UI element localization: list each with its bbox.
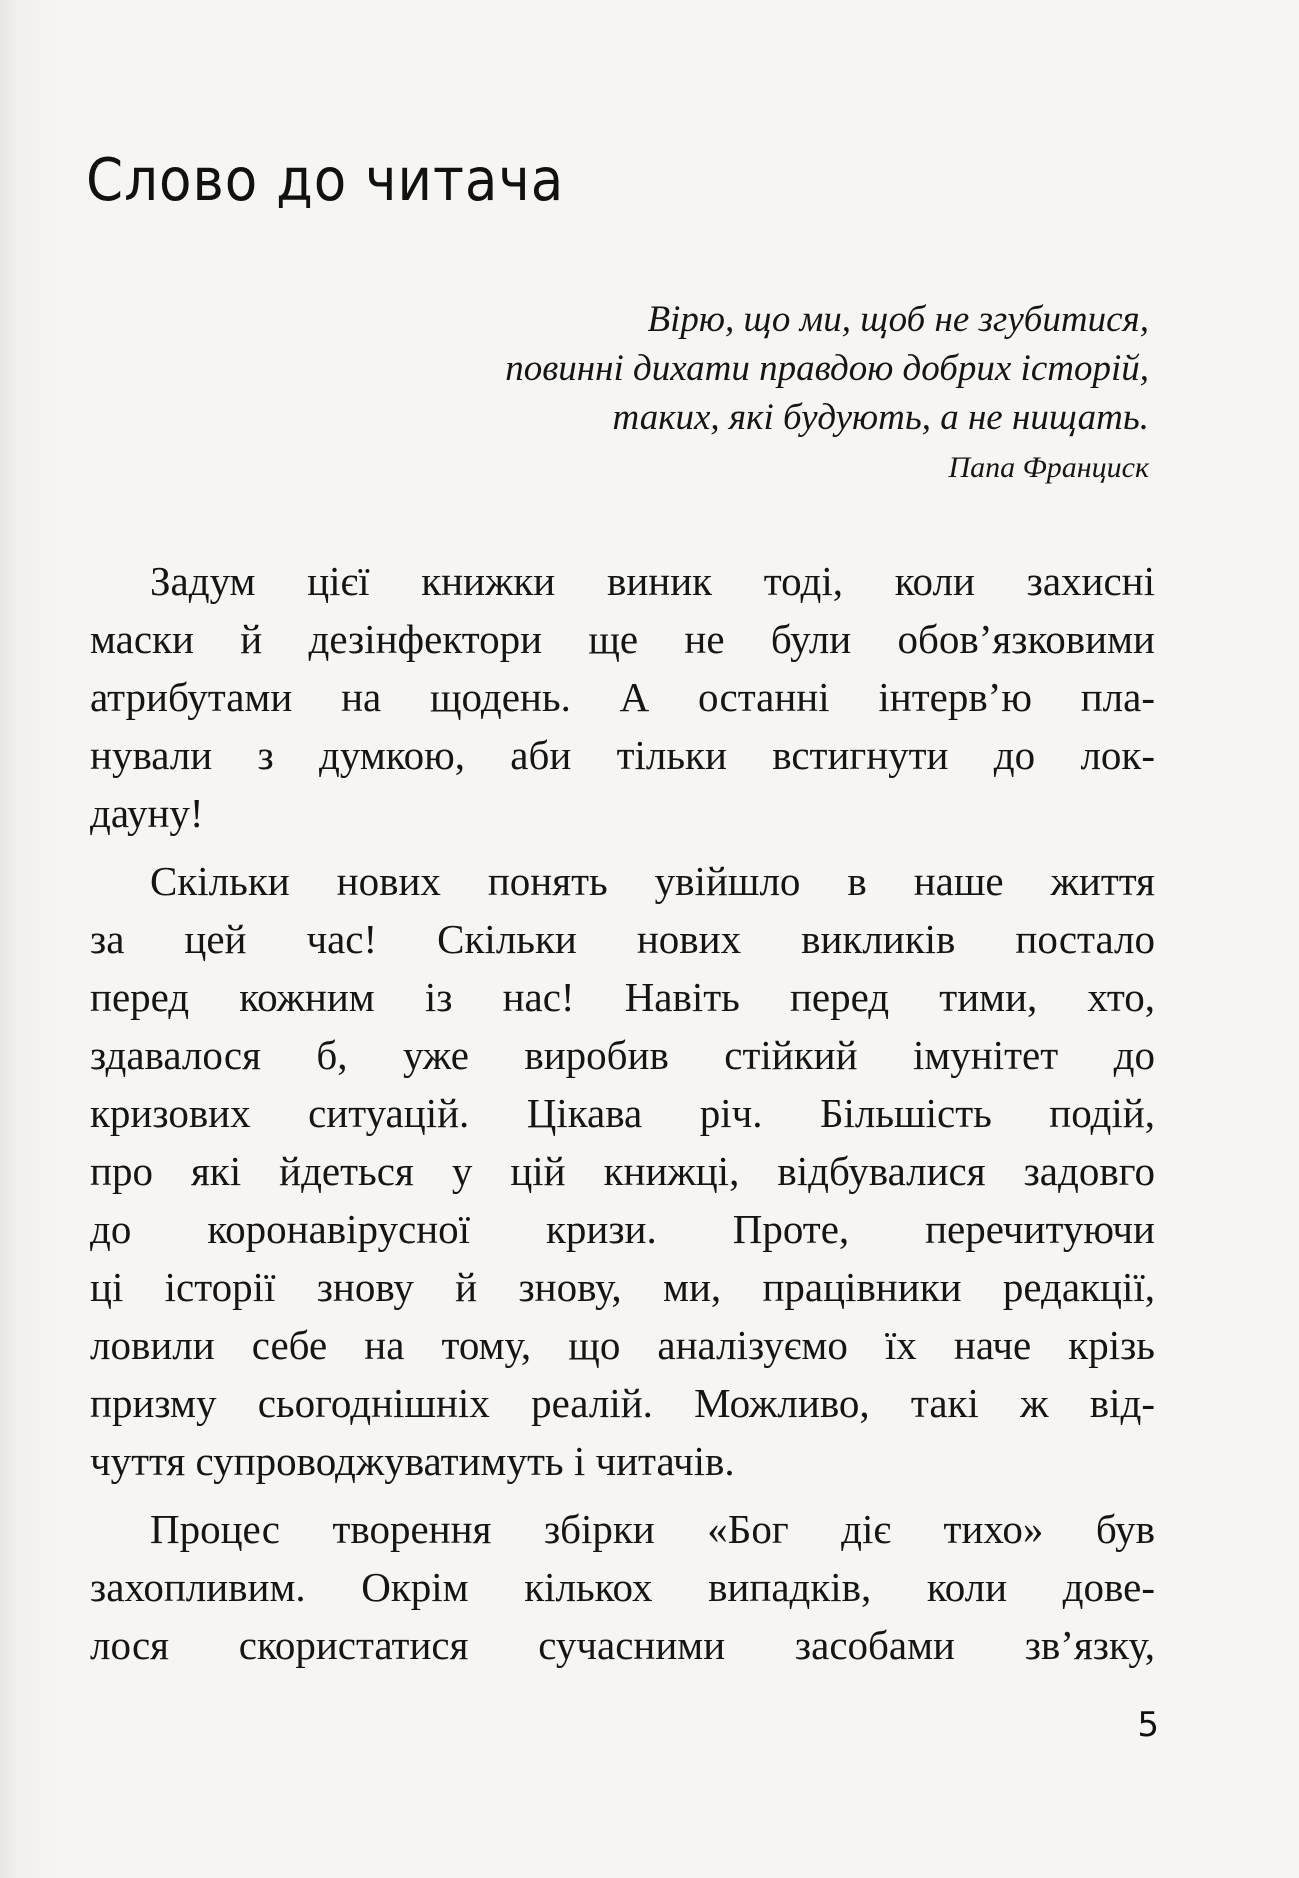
epigraph-line: таких, які будують, а не нищать.: [612, 397, 1149, 438]
text-line: нували з думкою, аби тільки встигнути до лок-: [90, 732, 1155, 778]
epigraph: [249, 295, 1149, 486]
text-line: ці історії знову й знову, ми, працівники редакції,: [90, 1264, 1155, 1310]
text-line: здавалося б, уже виробив стійкий імунітет до: [90, 1032, 1155, 1078]
text-line: лося скористатися сучасними засобами зв’язку,: [90, 1622, 1155, 1668]
paragraph-2: [90, 852, 1155, 1490]
text-line: до коронавірусної кризи. Проте, перечитуючи: [90, 1206, 1155, 1252]
epigraph-line: Вірю, що ми, щоб не згубитися,: [647, 299, 1149, 340]
text-line: дауну!: [90, 790, 204, 836]
page-title: Слово до читача: [86, 145, 565, 214]
paragraph-3: [90, 1500, 1155, 1674]
page-number: 5: [1137, 1705, 1159, 1745]
text-line: чуття супроводжуватимуть і читачів.: [90, 1438, 735, 1484]
text-line: кризових ситуацій. Цікава річ. Більшість подій,: [90, 1090, 1155, 1136]
text-line: захопливим. Окрім кількох випадків, коли дове-: [90, 1564, 1155, 1610]
text-line: Процес творення збірки «Бог діє тихо» був: [150, 1506, 1155, 1552]
body-text: [90, 552, 1155, 1674]
text-line: за цей час! Скільки нових викликів постало: [90, 916, 1155, 962]
text-line: маски й дезінфектори ще не були обов’язковими: [90, 616, 1155, 662]
epigraph-author: Папа Франциск: [948, 451, 1149, 484]
text-line: призму сьогоднішніх реалій. Можливо, такі ж від-: [90, 1380, 1155, 1426]
text-line: Задум цієї книжки виник тоді, коли захисні: [150, 558, 1155, 604]
epigraph-line: повинні дихати правдою добрих історій,: [505, 348, 1149, 389]
text-line: про які йдеться у цій книжці, відбувалися задовго: [90, 1148, 1155, 1194]
text-line: перед кожним із нас! Навіть перед тими, хто,: [90, 974, 1155, 1020]
text-line: Скільки нових понять увійшло в наше життя: [150, 858, 1155, 904]
text-line: ловили себе на тому, що аналізуємо їх наче крізь: [90, 1322, 1155, 1368]
text-line: атрибутами на щодень. А останні інтерв’ю пла-: [90, 674, 1155, 720]
paragraph-1: [90, 552, 1155, 842]
